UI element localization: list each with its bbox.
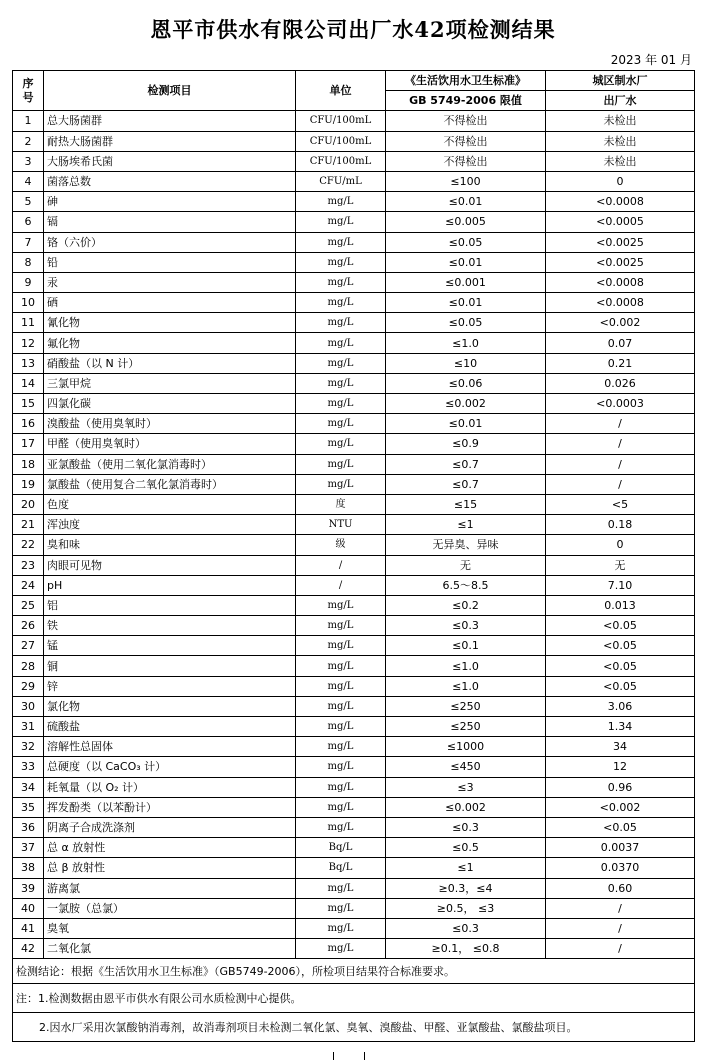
note2-text: 2.因水厂采用次氯酸钠消毒剂，故消毒剂项目未检测二氧化氯、臭氧、溴酸盐、甲醛、亚氯酸盐、氯酸盐项目。 [13, 1013, 695, 1042]
table-row [13, 676, 695, 696]
row-number: 37 [13, 838, 44, 858]
header-standard-bottom: GB 5749-2006 限值 [386, 91, 546, 111]
row-item: 硒 [44, 293, 296, 313]
row-unit: mg/L [296, 333, 386, 353]
row-number: 34 [13, 777, 44, 797]
row-unit: / [296, 555, 386, 575]
table-row [13, 656, 695, 676]
row-result: <0.05 [546, 676, 695, 696]
row-unit: mg/L [296, 293, 386, 313]
table-row [13, 434, 695, 454]
row-number: 6 [13, 212, 44, 232]
row-item: 溶解性总固体 [44, 737, 296, 757]
row-limit: 无 [386, 555, 546, 575]
row-unit: mg/L [296, 717, 386, 737]
table-row [13, 394, 695, 414]
report-date: 2023 年 01 月 [610, 53, 692, 67]
table-row [13, 252, 695, 272]
row-result: / [546, 918, 695, 938]
row-limit: 不得检出 [386, 151, 546, 171]
results-table [12, 70, 695, 1042]
row-unit: mg/L [296, 737, 386, 757]
row-unit: mg/L [296, 817, 386, 837]
row-result: 0 [546, 535, 695, 555]
conclusion-row [13, 959, 695, 984]
table-row [13, 918, 695, 938]
row-item: 氯酸盐（使用复合二氧化氯消毒时） [44, 474, 296, 494]
header-no: 序号 [13, 71, 44, 111]
row-result: <0.002 [546, 313, 695, 333]
row-number: 30 [13, 696, 44, 716]
row-unit: 度 [296, 494, 386, 514]
table-row [13, 636, 695, 656]
row-result: <0.0008 [546, 293, 695, 313]
table-row [13, 696, 695, 716]
row-limit: ≤1 [386, 515, 546, 535]
row-unit: mg/L [296, 232, 386, 252]
row-number: 42 [13, 939, 44, 959]
row-unit: CFU/100mL [296, 111, 386, 131]
table-row [13, 151, 695, 171]
row-unit: mg/L [296, 192, 386, 212]
table-row [13, 131, 695, 151]
table-row [13, 414, 695, 434]
row-item: 亚氯酸盐（使用二氧化氯消毒时） [44, 454, 296, 474]
row-item: 铜 [44, 656, 296, 676]
row-item: 锌 [44, 676, 296, 696]
table-row [13, 353, 695, 373]
row-number: 38 [13, 858, 44, 878]
table-row [13, 737, 695, 757]
row-item: 氰化物 [44, 313, 296, 333]
row-limit: ≤0.06 [386, 373, 546, 393]
row-unit: mg/L [296, 939, 386, 959]
row-result: 0.96 [546, 777, 695, 797]
row-number: 24 [13, 575, 44, 595]
row-number: 11 [13, 313, 44, 333]
row-unit: mg/L [296, 616, 386, 636]
row-number: 15 [13, 394, 44, 414]
row-limit: ≤0.3 [386, 616, 546, 636]
row-item: 镉 [44, 212, 296, 232]
row-limit: ≤0.9 [386, 434, 546, 454]
row-limit: ≤0.001 [386, 272, 546, 292]
row-limit: ≥0.1， ≤0.8 [386, 939, 546, 959]
row-number: 41 [13, 918, 44, 938]
row-number: 18 [13, 454, 44, 474]
row-unit: mg/L [296, 272, 386, 292]
row-item: 总 β 放射性 [44, 858, 296, 878]
row-limit: ≤0.01 [386, 252, 546, 272]
row-limit: ≥0.5， ≤3 [386, 898, 546, 918]
row-item: 氟化物 [44, 333, 296, 353]
header-item: 检测项目 [44, 71, 296, 111]
table-row [13, 232, 695, 252]
row-number: 1 [13, 111, 44, 131]
row-number: 27 [13, 636, 44, 656]
row-result: 未检出 [546, 151, 695, 171]
row-item: 臭和味 [44, 535, 296, 555]
row-limit: 不得检出 [386, 111, 546, 131]
row-limit: ≤250 [386, 696, 546, 716]
row-item: 阴离子合成洗涤剂 [44, 817, 296, 837]
row-limit: 不得检出 [386, 131, 546, 151]
row-limit: ≤15 [386, 494, 546, 514]
row-unit: mg/L [296, 757, 386, 777]
row-result: 1.34 [546, 717, 695, 737]
row-item: 锰 [44, 636, 296, 656]
row-limit: ≤1.0 [386, 656, 546, 676]
note2-row [13, 1013, 695, 1042]
row-unit: mg/L [296, 656, 386, 676]
row-item: 大肠埃希氏菌 [44, 151, 296, 171]
table-row [13, 333, 695, 353]
row-unit: 级 [296, 535, 386, 555]
row-result: 34 [546, 737, 695, 757]
page-bottom-mark [333, 1052, 365, 1060]
row-item: 溴酸盐（使用臭氧时） [44, 414, 296, 434]
row-item: 一氯胺（总氯） [44, 898, 296, 918]
row-result: <0.05 [546, 636, 695, 656]
table-row [13, 454, 695, 474]
row-limit: ≤0.005 [386, 212, 546, 232]
table-row [13, 212, 695, 232]
row-number: 2 [13, 131, 44, 151]
row-result: 0.013 [546, 595, 695, 615]
row-number: 8 [13, 252, 44, 272]
row-limit: ≤0.2 [386, 595, 546, 615]
table-row [13, 777, 695, 797]
row-item: 铁 [44, 616, 296, 636]
row-unit: CFU/mL [296, 171, 386, 191]
header-unit: 单位 [296, 71, 386, 111]
row-item: 菌落总数 [44, 171, 296, 191]
row-number: 29 [13, 676, 44, 696]
row-limit: ≤0.3 [386, 918, 546, 938]
row-result: <0.0003 [546, 394, 695, 414]
row-number: 13 [13, 353, 44, 373]
row-item: 臭氧 [44, 918, 296, 938]
row-result: <0.05 [546, 616, 695, 636]
row-item: pH [44, 575, 296, 595]
table-row [13, 293, 695, 313]
row-result: / [546, 898, 695, 918]
row-result: <0.0025 [546, 232, 695, 252]
row-limit: ≤0.01 [386, 192, 546, 212]
table-row [13, 898, 695, 918]
row-limit: ≤250 [386, 717, 546, 737]
row-unit: mg/L [296, 918, 386, 938]
row-item: 铅 [44, 252, 296, 272]
row-number: 12 [13, 333, 44, 353]
row-result: <0.0025 [546, 252, 695, 272]
row-limit: ≤0.01 [386, 414, 546, 434]
row-result: <0.0005 [546, 212, 695, 232]
row-item: 汞 [44, 272, 296, 292]
row-unit: mg/L [296, 878, 386, 898]
row-result: 无 [546, 555, 695, 575]
row-limit: ≤1 [386, 858, 546, 878]
row-number: 5 [13, 192, 44, 212]
row-result: 3.06 [546, 696, 695, 716]
row-unit: mg/L [296, 696, 386, 716]
row-unit: mg/L [296, 777, 386, 797]
row-limit: ≤1.0 [386, 676, 546, 696]
row-item: 铝 [44, 595, 296, 615]
row-result: 未检出 [546, 111, 695, 131]
table-row [13, 474, 695, 494]
row-item: 游离氯 [44, 878, 296, 898]
row-item: 二氧化氯 [44, 939, 296, 959]
header-plant-bottom: 出厂水 [546, 91, 695, 111]
row-result: 12 [546, 757, 695, 777]
row-unit: mg/L [296, 373, 386, 393]
row-item: 砷 [44, 192, 296, 212]
row-unit: CFU/100mL [296, 151, 386, 171]
row-unit: CFU/100mL [296, 131, 386, 151]
row-number: 10 [13, 293, 44, 313]
row-unit: Bq/L [296, 858, 386, 878]
row-unit: mg/L [296, 394, 386, 414]
header-plant-top: 城区制水厂 [546, 71, 695, 91]
row-number: 19 [13, 474, 44, 494]
row-unit: mg/L [296, 636, 386, 656]
row-item: 硫酸盐 [44, 717, 296, 737]
row-limit: ≤3 [386, 777, 546, 797]
row-item: 甲醛（使用臭氧时） [44, 434, 296, 454]
row-item: 四氯化碳 [44, 394, 296, 414]
table-row [13, 858, 695, 878]
row-limit: ≤0.01 [386, 293, 546, 313]
table-row [13, 939, 695, 959]
row-result: 0.18 [546, 515, 695, 535]
row-unit: mg/L [296, 313, 386, 333]
table-row [13, 555, 695, 575]
row-limit: ≤1.0 [386, 333, 546, 353]
row-number: 16 [13, 414, 44, 434]
row-result: 0.60 [546, 878, 695, 898]
conclusion-text: 检测结论：根据《生活饮用水卫生标准》（GB5749-2006），所检项目结果符合标准要求。 [13, 959, 695, 984]
table-row [13, 373, 695, 393]
row-number: 21 [13, 515, 44, 535]
row-number: 20 [13, 494, 44, 514]
row-limit: ≤0.05 [386, 232, 546, 252]
row-item: 氯化物 [44, 696, 296, 716]
table-row [13, 535, 695, 555]
row-limit: 无异臭、异味 [386, 535, 546, 555]
row-result: 未检出 [546, 131, 695, 151]
row-unit: mg/L [296, 434, 386, 454]
row-limit: ≤0.1 [386, 636, 546, 656]
row-number: 35 [13, 797, 44, 817]
table-row [13, 838, 695, 858]
row-result: <0.05 [546, 817, 695, 837]
row-item: 总大肠菌群 [44, 111, 296, 131]
row-result: <0.002 [546, 797, 695, 817]
table-row [13, 817, 695, 837]
header-row-1 [13, 71, 695, 91]
row-limit: ≤10 [386, 353, 546, 373]
row-limit: ≤0.002 [386, 394, 546, 414]
row-result: 7.10 [546, 575, 695, 595]
row-limit: 6.5～8.5 [386, 575, 546, 595]
row-result: 0.0037 [546, 838, 695, 858]
table-row [13, 313, 695, 333]
row-number: 32 [13, 737, 44, 757]
row-unit: mg/L [296, 797, 386, 817]
page-title: 恩平市供水有限公司出厂水42项检测结果 [150, 17, 556, 42]
row-limit: ≤1000 [386, 737, 546, 757]
row-item: 总硬度（以 CaCO₃ 计） [44, 757, 296, 777]
row-number: 14 [13, 373, 44, 393]
row-item: 色度 [44, 494, 296, 514]
row-unit: mg/L [296, 898, 386, 918]
note1-text: 注：1.检测数据由恩平市供水有限公司水质检测中心提供。 [13, 984, 695, 1013]
row-result: <5 [546, 494, 695, 514]
row-result: / [546, 474, 695, 494]
table-row [13, 757, 695, 777]
row-limit: ≤450 [386, 757, 546, 777]
row-unit: mg/L [296, 676, 386, 696]
row-item: 肉眼可见物 [44, 555, 296, 575]
table-row [13, 192, 695, 212]
row-number: 25 [13, 595, 44, 615]
row-item: 三氯甲烷 [44, 373, 296, 393]
row-limit: ≤0.7 [386, 454, 546, 474]
table-row [13, 171, 695, 191]
row-unit: mg/L [296, 212, 386, 232]
table-row [13, 595, 695, 615]
row-unit: NTU [296, 515, 386, 535]
row-result: / [546, 939, 695, 959]
row-item: 硝酸盐（以 N 计） [44, 353, 296, 373]
row-unit: mg/L [296, 414, 386, 434]
row-number: 40 [13, 898, 44, 918]
row-number: 39 [13, 878, 44, 898]
row-number: 36 [13, 817, 44, 837]
row-result: <0.05 [546, 656, 695, 676]
row-number: 23 [13, 555, 44, 575]
table-row [13, 797, 695, 817]
row-number: 33 [13, 757, 44, 777]
row-item: 挥发酚类（以苯酚计） [44, 797, 296, 817]
table-row [13, 616, 695, 636]
row-result: / [546, 454, 695, 474]
table-row [13, 575, 695, 595]
row-number: 22 [13, 535, 44, 555]
header-standard-top: 《生活饮用水卫生标准》 [386, 71, 546, 91]
note1-row [13, 984, 695, 1013]
row-number: 3 [13, 151, 44, 171]
row-unit: mg/L [296, 353, 386, 373]
row-result: 0.21 [546, 353, 695, 373]
table-row [13, 878, 695, 898]
table-row [13, 515, 695, 535]
row-unit: mg/L [296, 474, 386, 494]
row-number: 9 [13, 272, 44, 292]
table-body [13, 111, 695, 959]
row-unit: Bq/L [296, 838, 386, 858]
table-row [13, 272, 695, 292]
row-item: 浑浊度 [44, 515, 296, 535]
row-item: 耐热大肠菌群 [44, 131, 296, 151]
row-number: 28 [13, 656, 44, 676]
table-row [13, 494, 695, 514]
row-result: / [546, 434, 695, 454]
row-number: 7 [13, 232, 44, 252]
row-limit: ≤0.002 [386, 797, 546, 817]
row-result: / [546, 414, 695, 434]
row-result: <0.0008 [546, 192, 695, 212]
row-item: 铬（六价） [44, 232, 296, 252]
row-item: 耗氧量（以 O₂ 计） [44, 777, 296, 797]
row-limit: ≤100 [386, 171, 546, 191]
row-unit: mg/L [296, 252, 386, 272]
table-row [13, 717, 695, 737]
row-result: 0.0370 [546, 858, 695, 878]
row-limit: ≥0.3，≤4 [386, 878, 546, 898]
row-unit: mg/L [296, 595, 386, 615]
row-item: 总 α 放射性 [44, 838, 296, 858]
row-limit: ≤0.3 [386, 817, 546, 837]
row-limit: ≤0.7 [386, 474, 546, 494]
row-number: 31 [13, 717, 44, 737]
row-unit: / [296, 575, 386, 595]
row-result: 0 [546, 171, 695, 191]
row-result: 0.07 [546, 333, 695, 353]
row-limit: ≤0.05 [386, 313, 546, 333]
row-number: 17 [13, 434, 44, 454]
row-result: <0.0008 [546, 272, 695, 292]
row-number: 26 [13, 616, 44, 636]
row-unit: mg/L [296, 454, 386, 474]
row-result: 0.026 [546, 373, 695, 393]
table-row [13, 111, 695, 131]
row-limit: ≤0.5 [386, 838, 546, 858]
row-number: 4 [13, 171, 44, 191]
